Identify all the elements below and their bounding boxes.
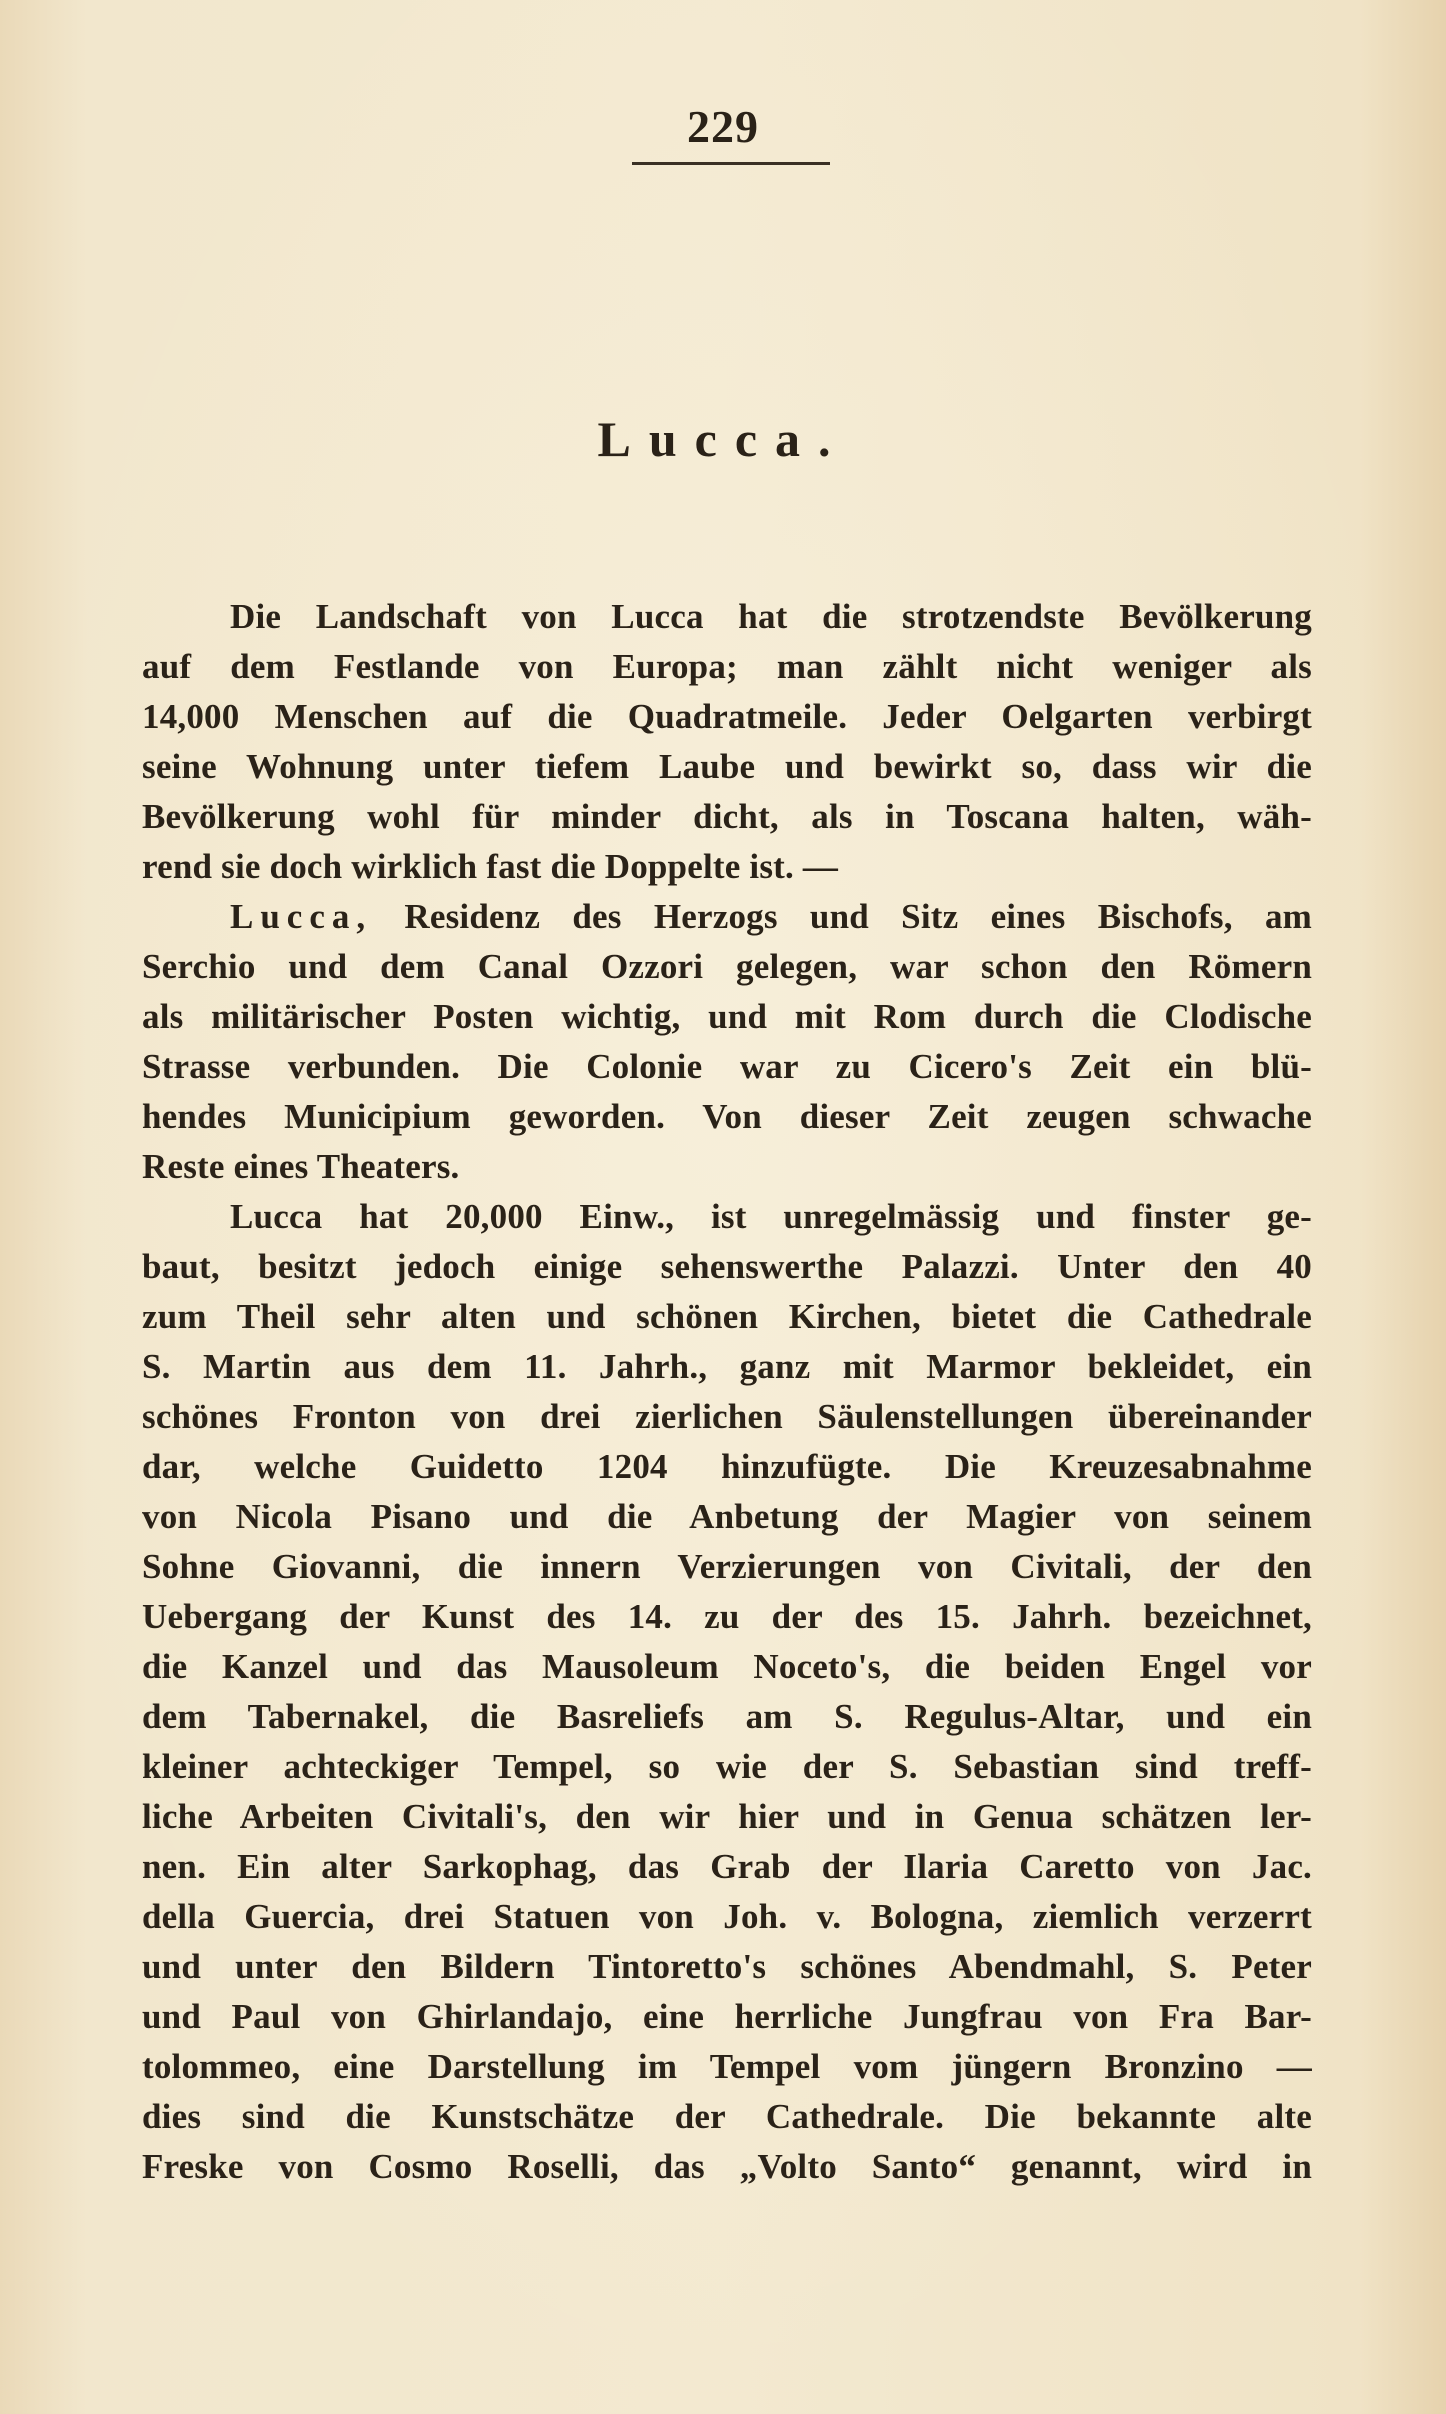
spaced-word: Lucca, [230, 897, 373, 936]
text-line: dies sind die Kunstschätze der Cathedrale. Die bekannte alte [142, 2097, 1312, 2136]
text-line: die Kanzel und das Mausoleum Noceto's, die beiden Engel vor [142, 1647, 1312, 1686]
text-line: liche Arbeiten Civitali's, den wir hier und in Genua schätzen ler- [142, 1797, 1312, 1836]
text-line: von Nicola Pisano und die Anbetung der Magier von seinem [142, 1497, 1312, 1536]
text-line: auf dem Festlande von Europa; man zählt nicht weniger als [142, 647, 1312, 686]
text-line-spaced-start [142, 892, 1312, 942]
text-line-rest: Residenz des Herzogs und Sitz eines Bischofs, am [404, 897, 1312, 936]
text-line: rend sie doch wirklich fast die Doppelte ist. — [142, 847, 839, 886]
text-line: Lucca hat 20,000 Einw., ist unregelmässig und finster ge- [230, 1197, 1312, 1236]
text-line: zum Theil sehr alten und schönen Kirchen, bietet die Cathedrale [142, 1297, 1312, 1336]
text-line: S. Martin aus dem 11. Jahrh., ganz mit Marmor bekleidet, ein [142, 1347, 1312, 1386]
text-line: tolommeo, eine Darstellung im Tempel vom jüngern Bronzino — [142, 2047, 1312, 2086]
text-line: als militärischer Posten wichtig, und mit Rom durch die Clodische [142, 997, 1312, 1036]
text-line: kleiner achteckiger Tempel, so wie der S. Sebastian sind treff- [142, 1747, 1312, 1786]
text-line: Uebergang der Kunst des 14. zu der des 15. Jahrh. bezeichnet, [142, 1597, 1312, 1636]
chapter-title: Lucca. [597, 411, 849, 467]
text-line: und Paul von Ghirlandajo, eine herrliche Jungfrau von Fra Bar- [142, 1997, 1312, 2036]
text-line: Reste eines Theaters. [142, 1147, 460, 1186]
page-number: 229 [687, 101, 759, 152]
text-line: und unter den Bildern Tintoretto's schönes Abendmahl, S. Peter [142, 1947, 1312, 1986]
text-line: dar, welche Guidetto 1204 hinzufügte. Die Kreuzesabnahme [142, 1447, 1312, 1486]
text-line: baut, besitzt jedoch einige sehenswerthe Palazzi. Unter den 40 [142, 1247, 1312, 1286]
text-line: Strasse verbunden. Die Colonie war zu Cicero's Zeit ein blü- [142, 1047, 1312, 1086]
text-line: Sohne Giovanni, die innern Verzierungen von Civitali, der den [142, 1547, 1312, 1586]
text-line: della Guercia, drei Statuen von Joh. v. Bologna, ziemlich verzerrt [142, 1897, 1312, 1936]
text-line: Die Landschaft von Lucca hat die strotzendste Bevölkerung [230, 597, 1312, 636]
text-line: 14,000 Menschen auf die Quadratmeile. Jeder Oelgarten verbirgt [142, 697, 1312, 736]
text-line: schönes Fronton von drei zierlichen Säulenstellungen übereinander [142, 1397, 1312, 1436]
text-line: Serchio und dem Canal Ozzori gelegen, war schon den Römern [142, 947, 1312, 986]
text-line: seine Wohnung unter tiefem Laube und bewirkt so, dass wir die [142, 747, 1312, 786]
text-line: Bevölkerung wohl für minder dicht, als in Toscana halten, wäh- [142, 797, 1312, 836]
body-text [142, 592, 1312, 2192]
header-rule [632, 162, 830, 165]
text-line: hendes Municipium geworden. Von dieser Zeit zeugen schwache [142, 1097, 1312, 1136]
text-line: nen. Ein alter Sarkophag, das Grab der Ilaria Caretto von Jac. [142, 1847, 1312, 1886]
text-line: Freske von Cosmo Roselli, das „Volto Santo“ genannt, wird in [142, 2147, 1312, 2186]
text-line: dem Tabernakel, die Basreliefs am S. Regulus-Altar, und ein [142, 1697, 1312, 1736]
